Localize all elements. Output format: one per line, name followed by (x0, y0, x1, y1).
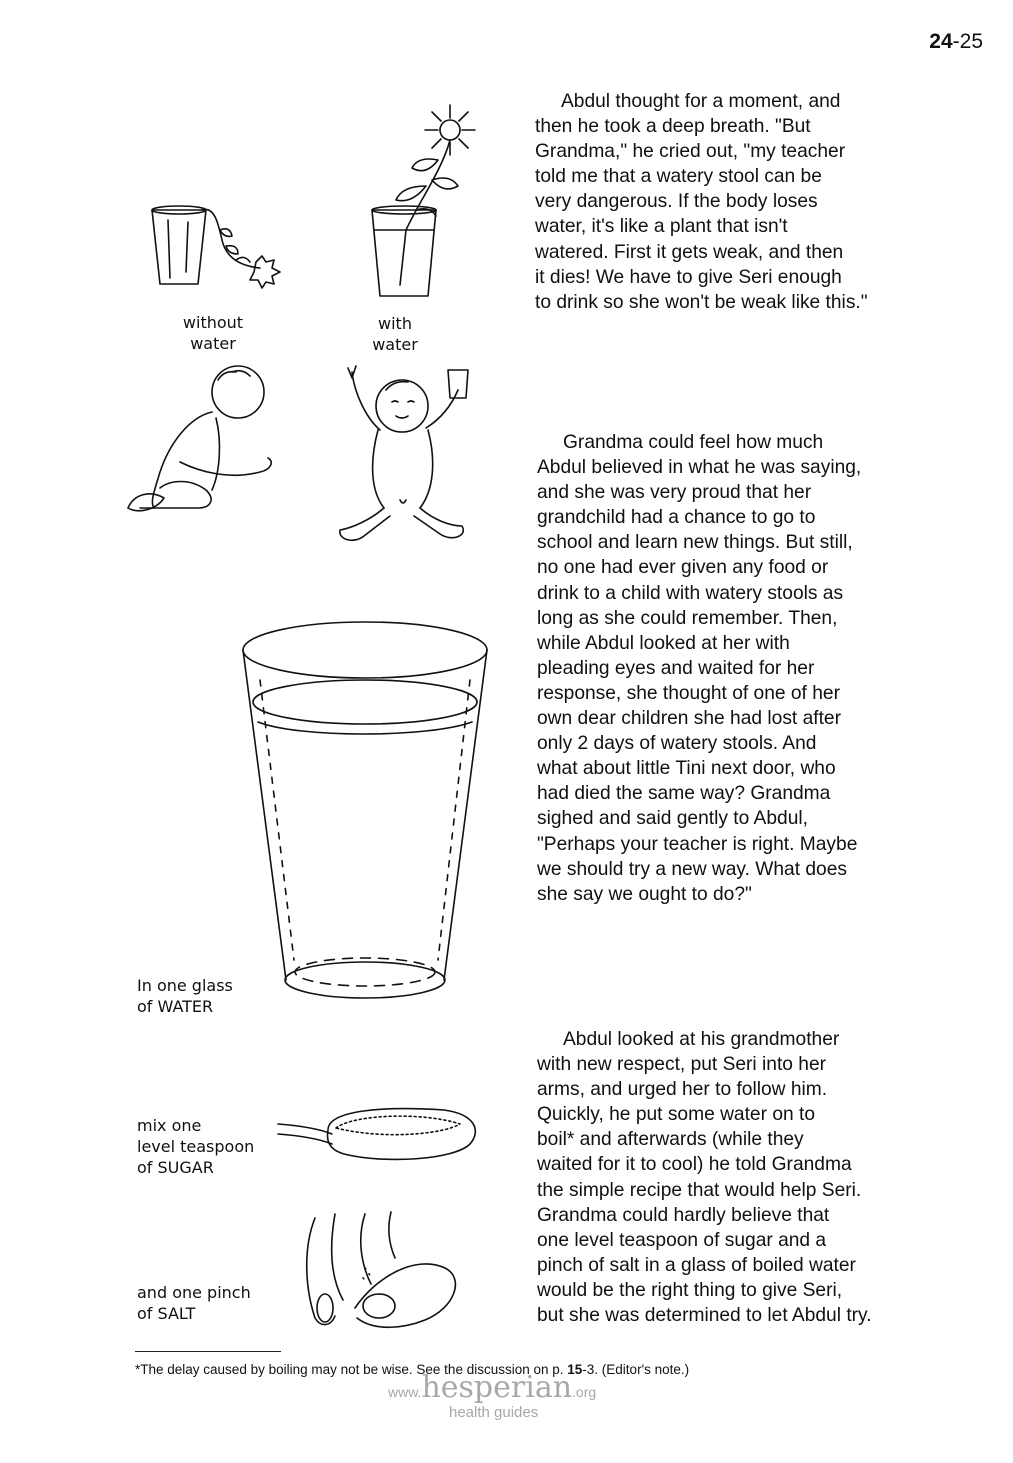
pinch-of-salt-illustration (295, 1208, 475, 1338)
healthy-plant-illustration (350, 100, 490, 300)
caption-sugar: mix one level teaspoon of SUGAR (137, 1116, 255, 1177)
caption-glass-of-water: In one glass of WATER (137, 976, 233, 1016)
footnote: *The delay caused by boiling may not be wise. See the discussion on p. 15-3. (Editor's note.) (135, 1362, 690, 1377)
wilted-plant-illustration (140, 200, 300, 290)
glass-of-water-illustration (238, 620, 493, 1015)
caption-without-water: without water (182, 313, 244, 353)
story-paragraph-1: Abdul thought for a moment, and then he took a deep breath. "But Grandma," he cried out, "my teacher told me that a watery stool can be very dangerous. If the body loses water, it's like a plant that isn't watered. First it gets weak, and then it dies! We have to give Seri enough to drink so she won't be weak like this." (535, 91, 868, 313)
story-paragraph-2: Grandma could feel how much Abdul believed in what he was saying, and she was very proud that her grandchild had a chance to go to school and learn new things. But still, no one had ever given any food or drink to a child with watery stools as long as she could remember. Then, while Abdul looked at her with pleading eyes and waited for her response, she thought of one of her own dear children she had lost after only 2 days of watery stools. And what about little Tini next door, who had died the same way? Grandma sighed and said gently to Abdul, "Perhaps your teacher is right. Maybe we should try a new way. What does she say we ought to do?" (537, 432, 862, 905)
caption-with-water: with water (372, 314, 418, 354)
sick-baby-illustration (120, 362, 285, 522)
footnote-divider (135, 1351, 281, 1352)
teaspoon-of-sugar-illustration (274, 1100, 494, 1180)
story-paragraph-3: Abdul looked at his grandmother with new respect, put Seri into her arms, and urged her to follow him. Quickly, he put some water on to boil* and afterwards (while they waited for it to cool) he told Grandma the simple recipe that would help Seri. Grandma could hardly believe that one level teaspoon of sugar and a pinch of salt in a glass of boiled water would be the right thing to give Seri, but she was determined to let Abdul try. (537, 1029, 872, 1327)
page-number: 24-25 (929, 30, 983, 53)
caption-salt: and one pinch of SALT (137, 1283, 251, 1323)
healthy-baby-illustration (330, 360, 490, 550)
hesperian-watermark[interactable]: www.hesperian.org health guides (388, 1370, 597, 1421)
